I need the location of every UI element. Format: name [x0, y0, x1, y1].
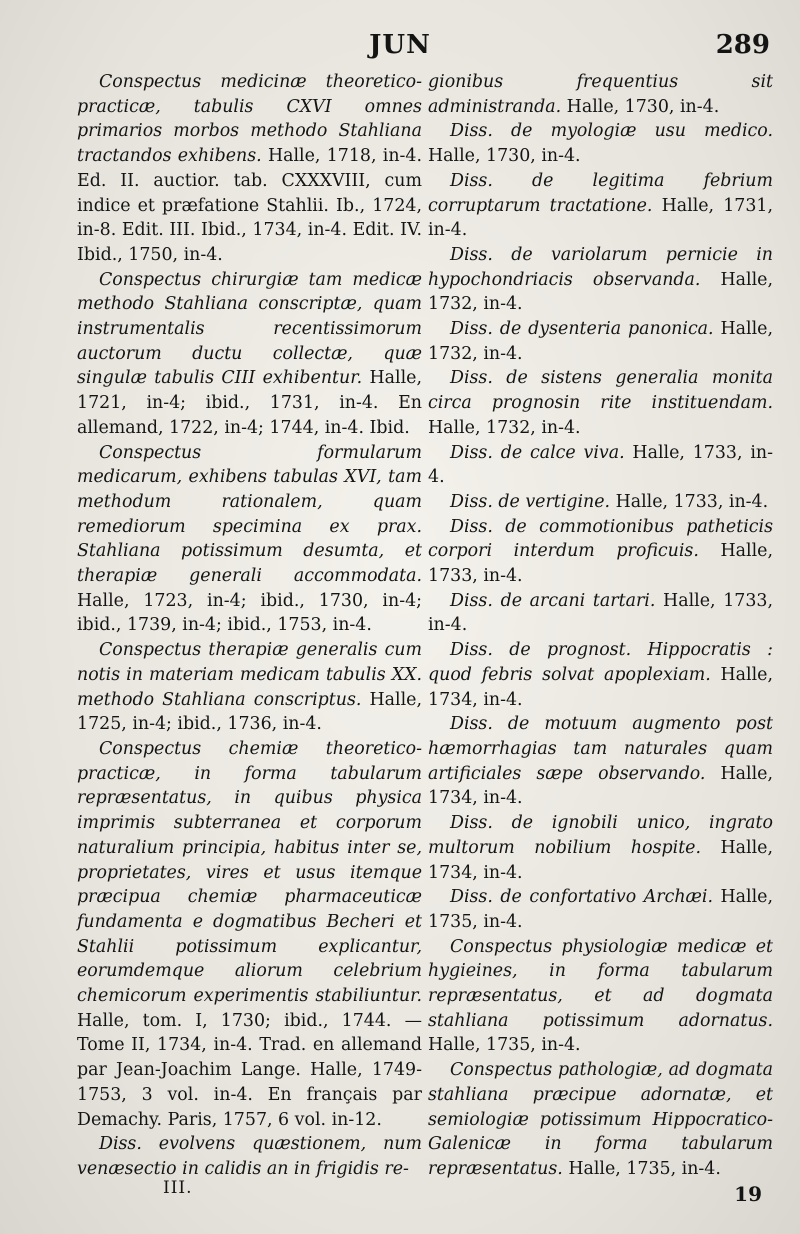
- entry-title: Diss. de variolarum pernicie in hypochondriacis observanda.: [428, 244, 773, 290]
- entry-title: Conspectus physiologiæ medicæ et hygieines, in forma tabularum repræsentatus, et ad dogmata stahliana potissimum adornatus.: [428, 936, 773, 1031]
- signature-mark-left: III.: [163, 1178, 193, 1198]
- entry-imprint: Halle, 1735, in-4.: [428, 1035, 581, 1056]
- entry-imprint: Halle, 1725, in-4; ibid., 1736, in-4.: [77, 689, 422, 735]
- entry-imprint: Halle, 1734, in-4.: [428, 664, 773, 710]
- entry-title: Diss. de calce viva.: [450, 442, 625, 463]
- entry-title: Diss. de motuum augmento post hæmorrhagias tam naturales quam artificiales sæpe observando.: [428, 714, 773, 784]
- bibliography-entry: [428, 589, 773, 638]
- entry-imprint: Halle, 1733, in-4.: [428, 442, 773, 488]
- entry-imprint: Halle, 1730, in-4.: [428, 146, 581, 167]
- bibliography-entry: [428, 243, 773, 317]
- signature-mark-right: 19: [734, 1182, 762, 1206]
- entry-imprint: Halle, 1734, in-4.: [428, 763, 773, 809]
- bibliography-entry: [428, 811, 773, 885]
- bibliography-entry: [428, 1058, 773, 1182]
- entry-title: Diss. de ignobili unico, ingrato multorum nobilium hospite.: [428, 813, 773, 858]
- entry-title: Conspectus pathologiæ, ad dogmata stahliana præcipue adornatæ, et semiologiæ potissimum Hippocratico-Galenicæ in forma tabularum repræsentatus.: [428, 1060, 773, 1179]
- bibliography-entry: [428, 515, 773, 589]
- bibliography-entry: [428, 712, 773, 811]
- left-column: [77, 70, 422, 1182]
- bibliography-entry: [77, 1132, 422, 1181]
- bibliography-entry: [428, 70, 773, 119]
- bibliography-entry: [428, 490, 773, 515]
- entry-title: Conspectus chemiæ theoretico-practicæ, in forma tabularum repræsentatus, in quibus physica imprimis subterranea et corporum naturalium principia, habitus inter se, proprietates, vires et usus itemque præcipua chemiæ pharmaceuticæ fundamenta e dogmatibus Becheri et Stahlii potissimum explicantur, eorumdemque aliorum celebrium chemicorum experimentis stabiliuntur.: [77, 738, 422, 1007]
- entry-title: Diss. evolvens quæstionem, num venæsectio in calidis an in frigidis re-: [77, 1134, 422, 1179]
- bibliography-entry: [77, 70, 422, 268]
- entry-imprint: Halle, 1723, in-4; ibid., 1730, in-4; ibid., 1739, in-4; ibid., 1753, in-4.: [77, 590, 422, 636]
- bibliography-entry: [77, 737, 422, 1132]
- entry-imprint: Halle, 1735, in-4.: [562, 1158, 721, 1179]
- entry-title: Conspectus therapiæ generalis cum notis in materiam medicam tabulis XX. methodo Stahliana conscriptus.: [77, 640, 422, 710]
- entry-imprint: Halle, 1721, in-4; ibid., 1731, in-4. En allemand, 1722, in-4; 1744, in-4. Ibid.: [77, 368, 422, 438]
- entry-title: Diss. de confortativo Archæi.: [450, 887, 713, 908]
- entry-imprint: Halle, 1732, in-4.: [428, 269, 773, 315]
- bibliography-entry: [428, 638, 773, 712]
- bibliography-entry: [428, 935, 773, 1059]
- entry-imprint: Halle, 1730, in-4.: [561, 96, 720, 117]
- entry-title: Diss. de commotionibus patheticis corpori interdum proficuis.: [428, 516, 773, 562]
- entry-imprint: Halle, 1733, in-4.: [428, 541, 773, 587]
- entry-imprint: Halle, 1732, in-4.: [428, 319, 773, 364]
- bibliography-entry: [77, 441, 422, 639]
- entry-title: Diss. de legitima febrium corruptarum tractatione.: [428, 170, 773, 216]
- entry-title: Diss. de vertigine.: [450, 491, 611, 512]
- entry-title: Conspectus formularum medicarum, exhibens tabulas XVI, tam methodum rationalem, quam remediorum specimina ex prax. Stahliana potissimum desumta, et therapiæ generali accommodata.: [77, 442, 422, 587]
- entry-title: Conspectus chirurgiæ tam medicæ methodo Stahliana conscriptæ, quam instrumentalis recentissimorum auctorum ductu collectæ, quæ singulæ tabulis CIII exhibentur.: [77, 269, 422, 389]
- entry-imprint: Halle, 1734, in-4.: [428, 837, 773, 883]
- running-header: [0, 30, 800, 70]
- entry-title: Diss. de prognost. Hippocratis : quod febris solvat apoplexiam.: [428, 640, 773, 685]
- entry-title: Diss. de arcani tartari.: [450, 590, 656, 611]
- right-column: [428, 70, 773, 1182]
- entry-imprint: Halle, 1732, in-4.: [428, 417, 581, 438]
- entry-title: Conspectus medicinæ theoretico-practicæ, tabulis CXVI omnes primarios morbos methodo Stahliana tractandos exhibens.: [77, 72, 422, 167]
- bibliography-entry: [428, 885, 773, 934]
- entry-title: Diss. de myologiæ usu medico.: [450, 121, 773, 142]
- entry-title: Diss. de dysenteria panonica.: [450, 319, 714, 340]
- entry-imprint: Halle, 1733, in-4.: [610, 491, 769, 512]
- entry-imprint: Halle, 1731, in-4.: [428, 195, 773, 241]
- bibliography-entry: [428, 366, 773, 440]
- bibliography-entry: [428, 441, 773, 490]
- bibliography-entry: [77, 638, 422, 737]
- bibliography-entry: [428, 119, 773, 168]
- entry-imprint: Halle, 1733, in-4.: [428, 590, 773, 636]
- page-number: 289: [715, 30, 770, 60]
- bibliography-entry: [428, 317, 773, 366]
- running-title: JUN: [369, 30, 431, 60]
- entry-title: Diss. de sistens generalia monita circa prognosin rite instituendam.: [428, 368, 773, 414]
- entry-imprint: Halle, tom. I, 1730; ibid., 1744. — Tome II, 1734, in-4. Trad. en allemand par Jean-Joachim Lange. Halle, 1749-1753, 3 vol. in-4. En français par Demachy. Paris, 1757, 6 vol. in-12.: [77, 1010, 422, 1130]
- entry-imprint: Halle, 1735, in-4.: [428, 887, 773, 932]
- entry-imprint: Halle, 1718, in-4. Ed. II. auctior. tab. CXXXVIII, cum indice et præfatione Stahlii. Ib., 1724, in-8. Edit. III. Ibid., 1734, in-4. Edit. IV. Ibid., 1750, in-4.: [77, 146, 422, 265]
- bibliography-entry: [428, 169, 773, 243]
- entry-title: gionibus frequentius sit administranda.: [428, 72, 773, 117]
- bibliography-entry: [77, 268, 422, 441]
